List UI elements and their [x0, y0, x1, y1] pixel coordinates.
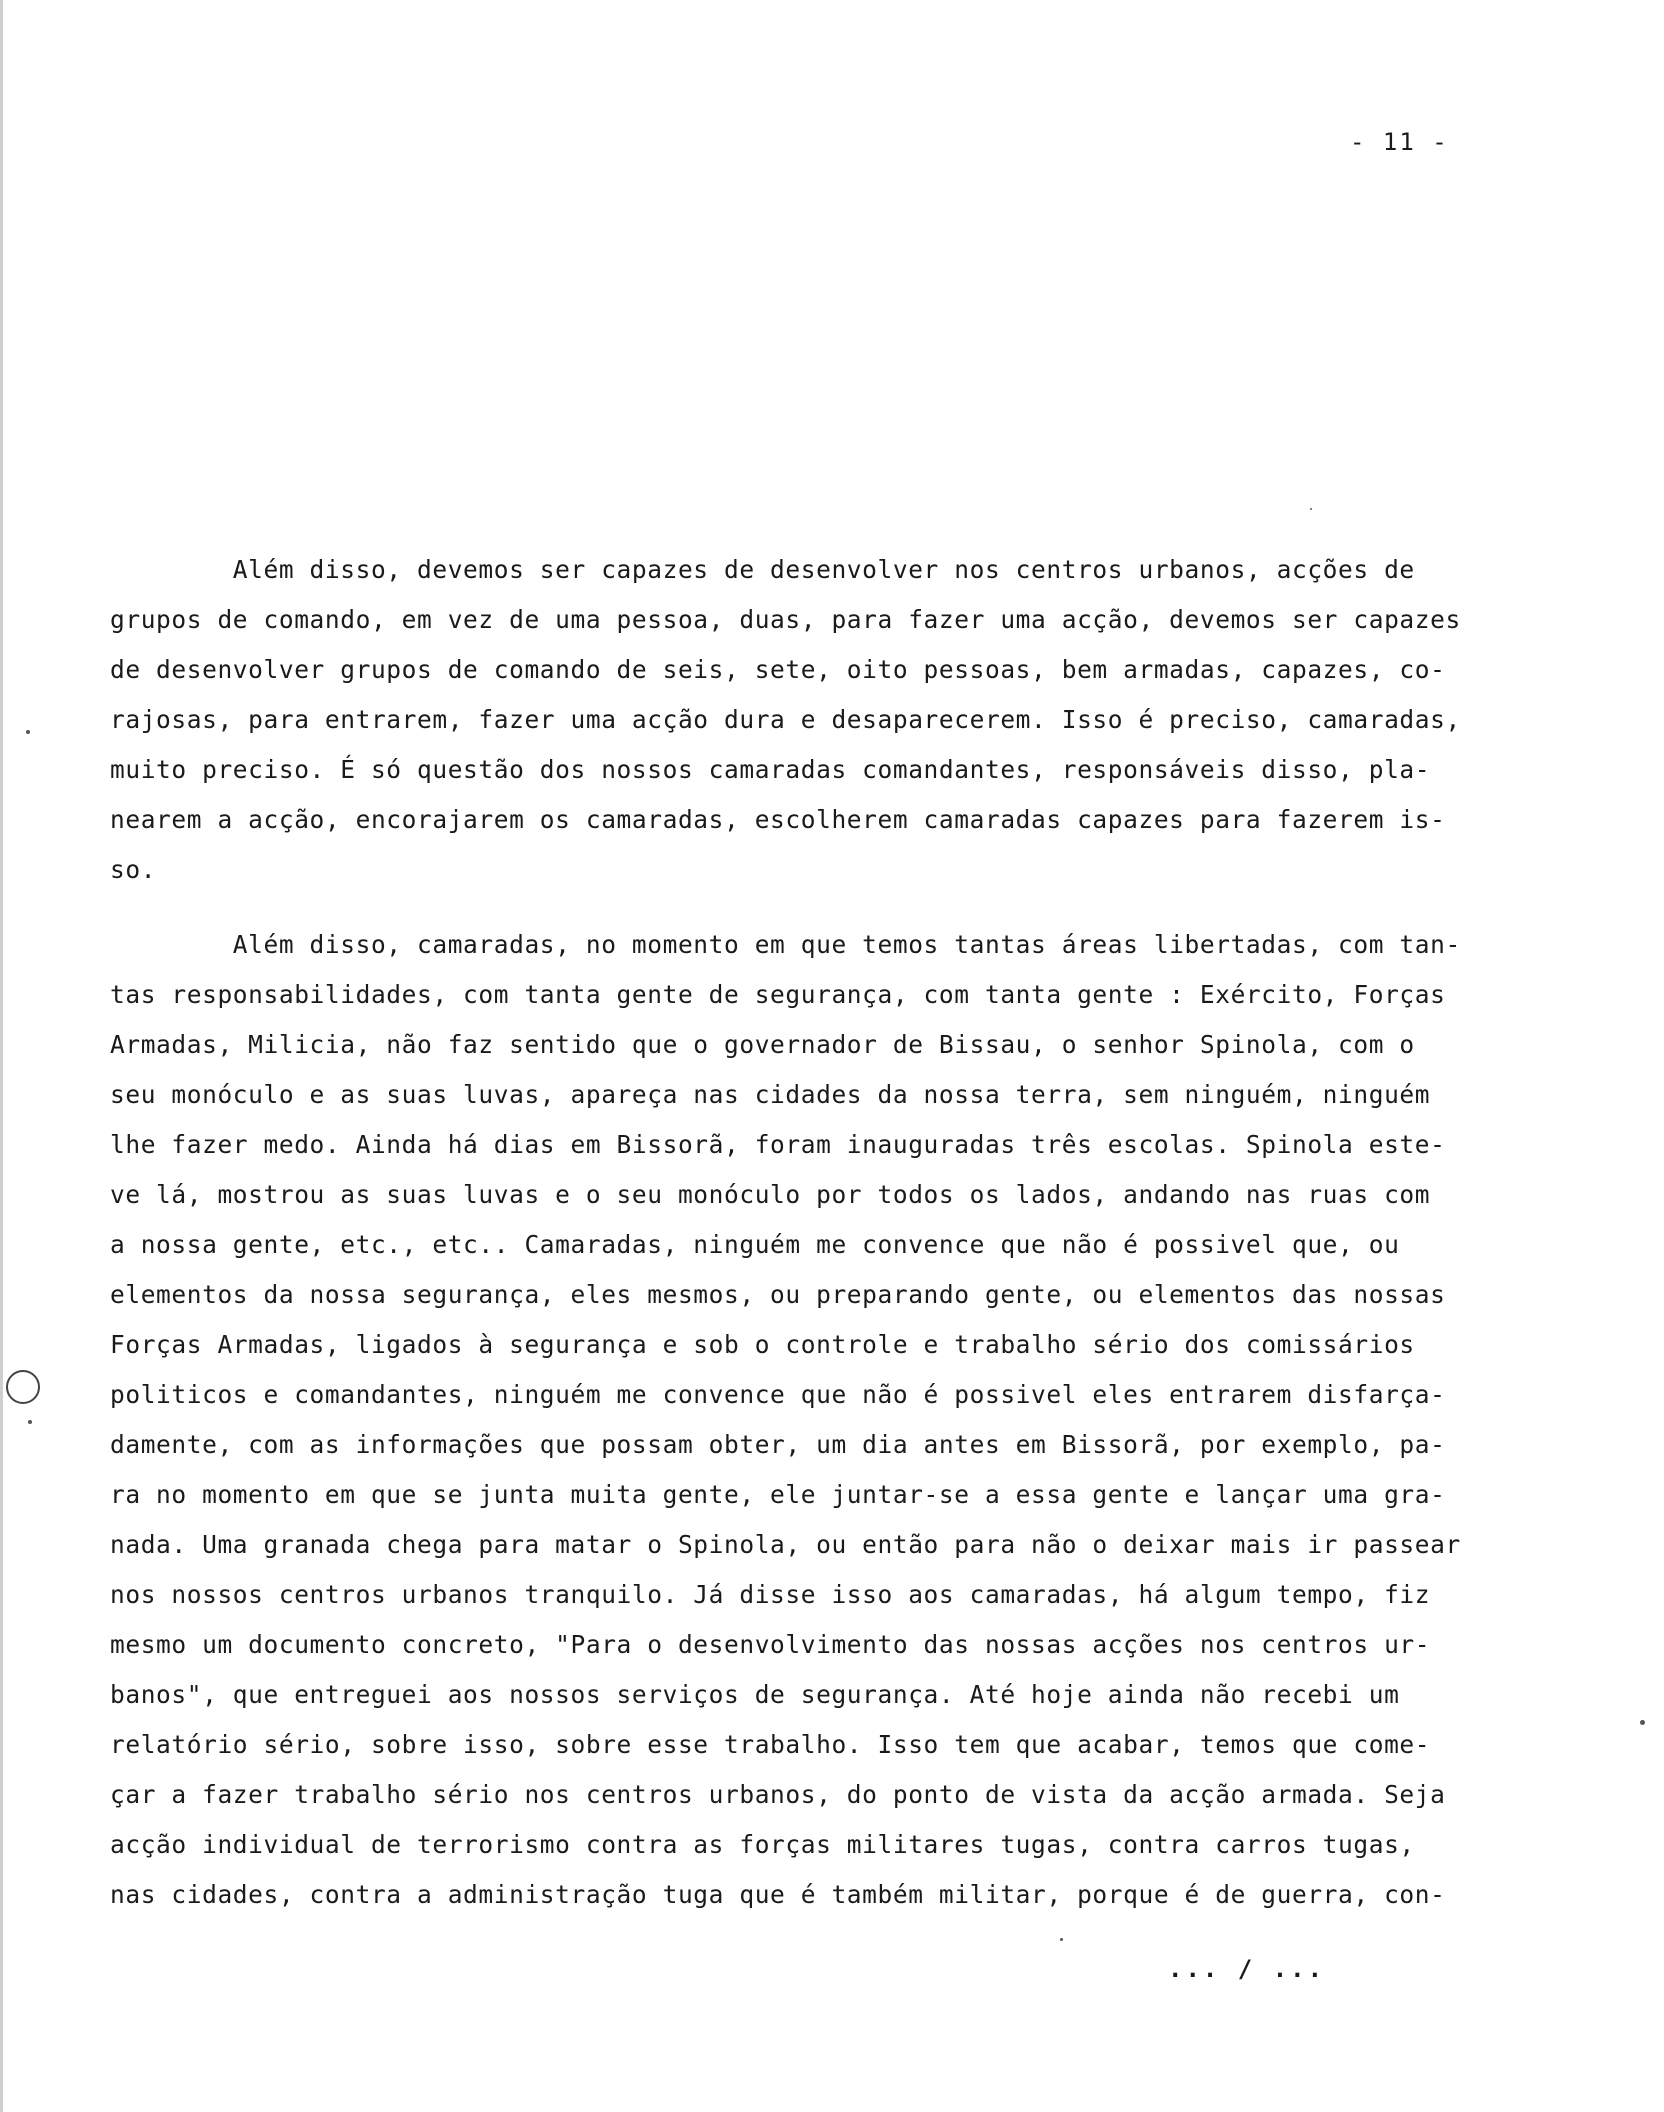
text-line: elementos da nossa segurança, eles mesmos, ou preparando gente, ou elementos das nossas	[110, 1280, 1446, 1309]
text-line: politicos e comandantes, ninguém me convence que não é possivel eles entrarem disfarça-	[110, 1380, 1446, 1409]
text-line: ra no momento em que se junta muita gente, ele juntar-se a essa gente e lançar uma gra-	[110, 1480, 1446, 1509]
paragraph-gap	[110, 895, 1490, 920]
paragraph-1	[110, 545, 1490, 895]
text-line: tas responsabilidades, com tanta gente de segurança, com tanta gente : Exército, Forças	[110, 980, 1446, 1009]
margin-ring-mark	[6, 1370, 40, 1404]
text-line: muito preciso. É só questão dos nossos camaradas comandantes, responsáveis disso, pla-	[110, 755, 1431, 784]
scan-speck	[1060, 1938, 1063, 1941]
scan-speck	[26, 730, 30, 734]
text-line: Além disso, camaradas, no momento em que temos tantas áreas libertadas, com tan-	[110, 930, 1461, 959]
scan-speck	[28, 1420, 32, 1424]
text-line: grupos de comando, em vez de uma pessoa, duas, para fazer uma acção, devemos ser capazes	[110, 605, 1461, 634]
scan-speck	[1310, 508, 1312, 510]
text-line: Forças Armadas, ligados à segurança e sob o controle e trabalho sério dos comissários	[110, 1330, 1415, 1359]
text-line: ve lá, mostrou as suas luvas e o seu monóculo por todos os lados, andando nas ruas com	[110, 1180, 1431, 1209]
text-line: Armadas, Milicia, não faz sentido que o governador de Bissau, o senhor Spinola, com o	[110, 1030, 1415, 1059]
text-line: rajosas, para entrarem, fazer uma acção dura e desaparecerem. Isso é preciso, camaradas,	[110, 705, 1461, 734]
text-line: banos", que entreguei aos nossos serviços de segurança. Até hoje ainda não recebi um	[110, 1680, 1400, 1709]
paragraph-2	[110, 920, 1490, 1920]
text-line: acção individual de terrorismo contra as forças militares tugas, contra carros tugas,	[110, 1830, 1415, 1859]
continuation-mark: ... / ...	[1168, 1955, 1326, 1983]
text-line: nada. Uma granada chega para matar o Spinola, ou então para não o deixar mais ir passear	[110, 1530, 1461, 1559]
text-line: nos nossos centros urbanos tranquilo. Já disse isso aos camaradas, há algum tempo, fiz	[110, 1580, 1431, 1609]
page-left-edge	[0, 0, 3, 2112]
text-line: relatório sério, sobre isso, sobre esse trabalho. Isso tem que acabar, temos que come-	[110, 1730, 1431, 1759]
text-line: seu monóculo e as suas luvas, apareça nas cidades da nossa terra, sem ninguém, ninguém	[110, 1080, 1431, 1109]
text-line: Além disso, devemos ser capazes de desenvolver nos centros urbanos, acções de	[110, 555, 1415, 584]
text-line: a nossa gente, etc., etc.. Camaradas, ninguém me convence que não é possivel que, ou	[110, 1230, 1400, 1259]
text-line: nas cidades, contra a administração tuga que é também militar, porque é de guerra, con-	[110, 1880, 1446, 1909]
text-line: çar a fazer trabalho sério nos centros urbanos, do ponto de vista da acção armada. Seja	[110, 1780, 1446, 1809]
text-line: so.	[110, 855, 157, 884]
document-body	[110, 545, 1490, 1920]
text-line: damente, com as informações que possam obter, um dia antes em Bissorã, por exemplo, pa-	[110, 1430, 1446, 1459]
text-line: de desenvolver grupos de comando de seis, sete, oito pessoas, bem armadas, capazes, co-	[110, 655, 1446, 684]
text-line: lhe fazer medo. Ainda há dias em Bissorã, foram inauguradas três escolas. Spinola este-	[110, 1130, 1446, 1159]
page-number: - 11 -	[1350, 128, 1449, 156]
text-line: mesmo um documento concreto, "Para o desenvolvimento das nossas acções nos centros ur-	[110, 1630, 1431, 1659]
text-line: nearem a acção, encorajarem os camaradas, escolherem camaradas capazes para fazerem is-	[110, 805, 1446, 834]
scan-speck	[1640, 1720, 1645, 1725]
